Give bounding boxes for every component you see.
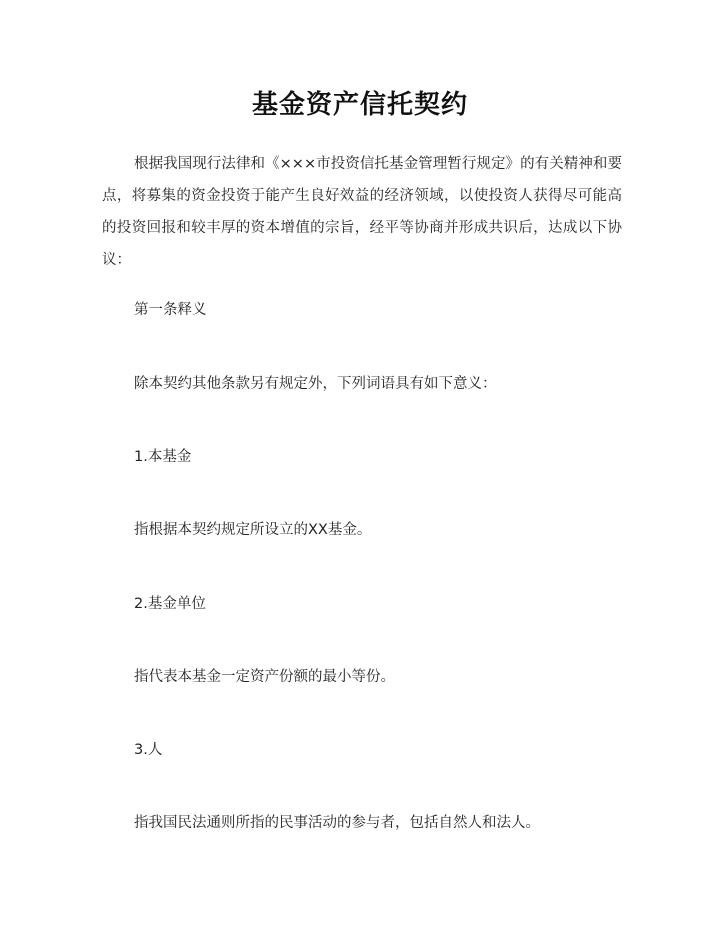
term-3-heading: 3.人: [134, 742, 163, 758]
term-1-definition: 指根据本契约规定所设立的XX基金。: [134, 522, 372, 538]
term-2-heading: 2.基金单位: [134, 596, 206, 612]
article-1-heading: 第一条释义: [134, 302, 207, 318]
term-3-definition: 指我国民法通则所指的民事活动的参与者，包括自然人和法人。: [134, 815, 540, 831]
term-2-definition: 指代表本基金一定资产份额的最小等份。: [134, 669, 395, 685]
document-title: 基金资产信托契约: [251, 90, 468, 120]
definitions-intro: 除本契约其他条款另有规定外，下列词语具有如下意义：: [134, 376, 497, 392]
term-1-heading: 1.本基金: [134, 449, 192, 465]
intro-paragraph: 根据我国现行法律和《×××市投资信托基金管理暂行规定》的有关精神和要点，将募集的资金投资于能产生良好效益的经济领域，以使投资人获得尽可能高的投资回报和较丰厚的资本增值的宗旨，经平等协商并形成共识后，达成以下协议：: [102, 156, 622, 268]
